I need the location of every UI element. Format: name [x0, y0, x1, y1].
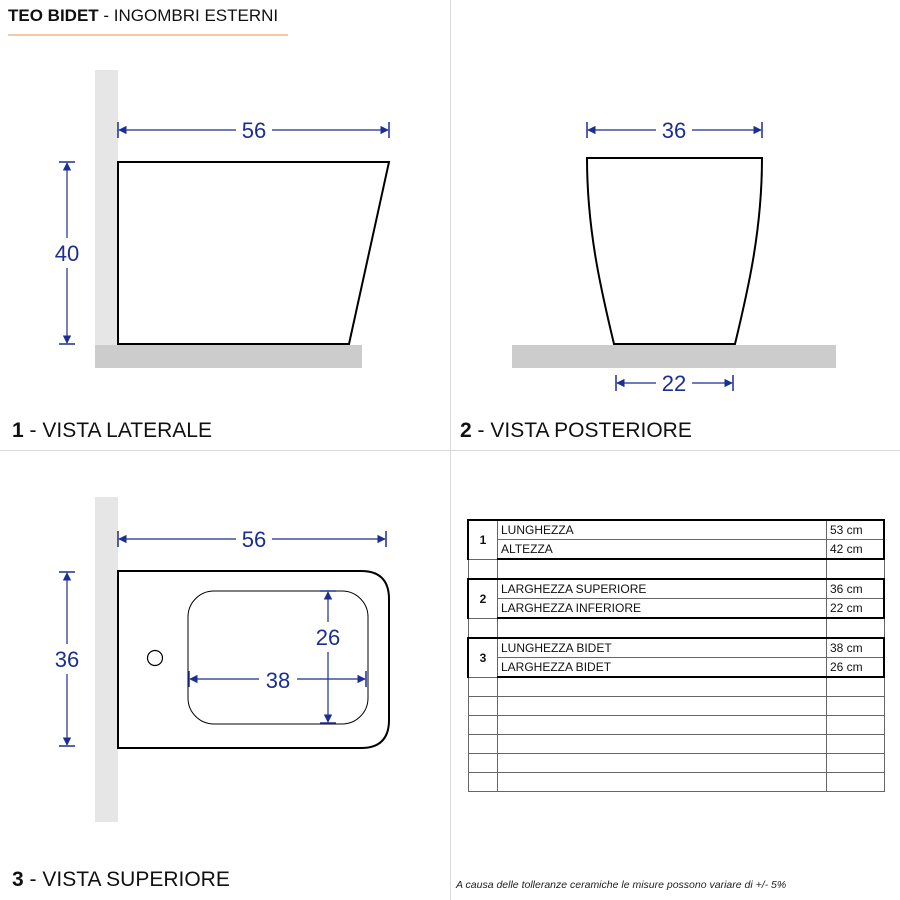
group-number: 2 — [468, 579, 498, 618]
dimension-label: LUNGHEZZA BIDET — [498, 638, 827, 658]
side-view — [55, 70, 389, 368]
group-number: 3 — [468, 638, 498, 677]
caption-side-view — [12, 419, 212, 443]
dimension-label: LARGHEZZA SUPERIORE — [498, 579, 827, 599]
tap-hole — [148, 651, 163, 666]
floor — [95, 345, 362, 368]
caption-rear-view — [460, 419, 692, 443]
dimension-value: 53 cm — [827, 520, 885, 540]
bowl-length-label: 38 — [265, 668, 291, 693]
bidet-side-outline — [118, 162, 389, 344]
table-row — [468, 520, 884, 540]
table-row — [468, 599, 884, 619]
dimension-value: 38 cm — [827, 638, 885, 658]
table-row — [468, 540, 884, 560]
rear-view — [512, 118, 836, 396]
top-view — [55, 497, 389, 822]
group-number: 1 — [468, 520, 498, 559]
wall — [95, 70, 118, 368]
dimension-label: ALTEZZA — [498, 540, 827, 560]
table-row-empty — [468, 754, 884, 773]
side-height-label: 40 — [54, 241, 80, 266]
dimension-label: LARGHEZZA BIDET — [498, 658, 827, 678]
floor — [512, 345, 836, 368]
table-row-empty — [468, 735, 884, 754]
dimension-value: 36 cm — [827, 579, 885, 599]
caption-label: - VISTA POSTERIORE — [477, 419, 692, 442]
table-row-empty — [468, 716, 884, 735]
dimension-value: 42 cm — [827, 540, 885, 560]
caption-number: 1 — [12, 419, 24, 442]
product-name: TEO BIDET — [8, 6, 99, 25]
caption-label: - VISTA LATERALE — [29, 419, 212, 442]
bowl-width-label: 26 — [315, 625, 341, 650]
top-width-label: 36 — [54, 647, 80, 672]
top-length-label: 56 — [241, 527, 267, 552]
table-row — [468, 638, 884, 658]
caption-number: 2 — [460, 419, 472, 442]
caption-label: - VISTA SUPERIORE — [29, 868, 230, 891]
dimension-value: 26 cm — [827, 658, 885, 678]
dimensions-table — [467, 519, 885, 792]
caption-top-view — [12, 868, 230, 892]
table-row-empty — [468, 697, 884, 716]
dimension-value: 22 cm — [827, 599, 885, 619]
tolerance-note: A causa delle tolleranze ceramiche le misure possono variare di +/- 5% — [456, 879, 787, 891]
table-row — [468, 658, 884, 678]
page-subtitle: - INGOMBRI ESTERNI — [103, 6, 279, 25]
rear-bottom-width-label: 22 — [661, 371, 687, 396]
table-row-empty — [468, 618, 884, 638]
table-row-empty — [468, 773, 884, 792]
rear-top-width-label: 36 — [661, 118, 687, 143]
caption-number: 3 — [12, 868, 24, 891]
wall — [95, 497, 118, 822]
table-row-empty — [468, 677, 884, 697]
bidet-rear-outline — [587, 158, 762, 344]
side-length-label: 56 — [241, 118, 267, 143]
dimension-label: LUNGHEZZA — [498, 520, 827, 540]
dimension-label: LARGHEZZA INFERIORE — [498, 599, 827, 619]
table-row-empty — [468, 559, 884, 579]
table-row — [468, 579, 884, 599]
